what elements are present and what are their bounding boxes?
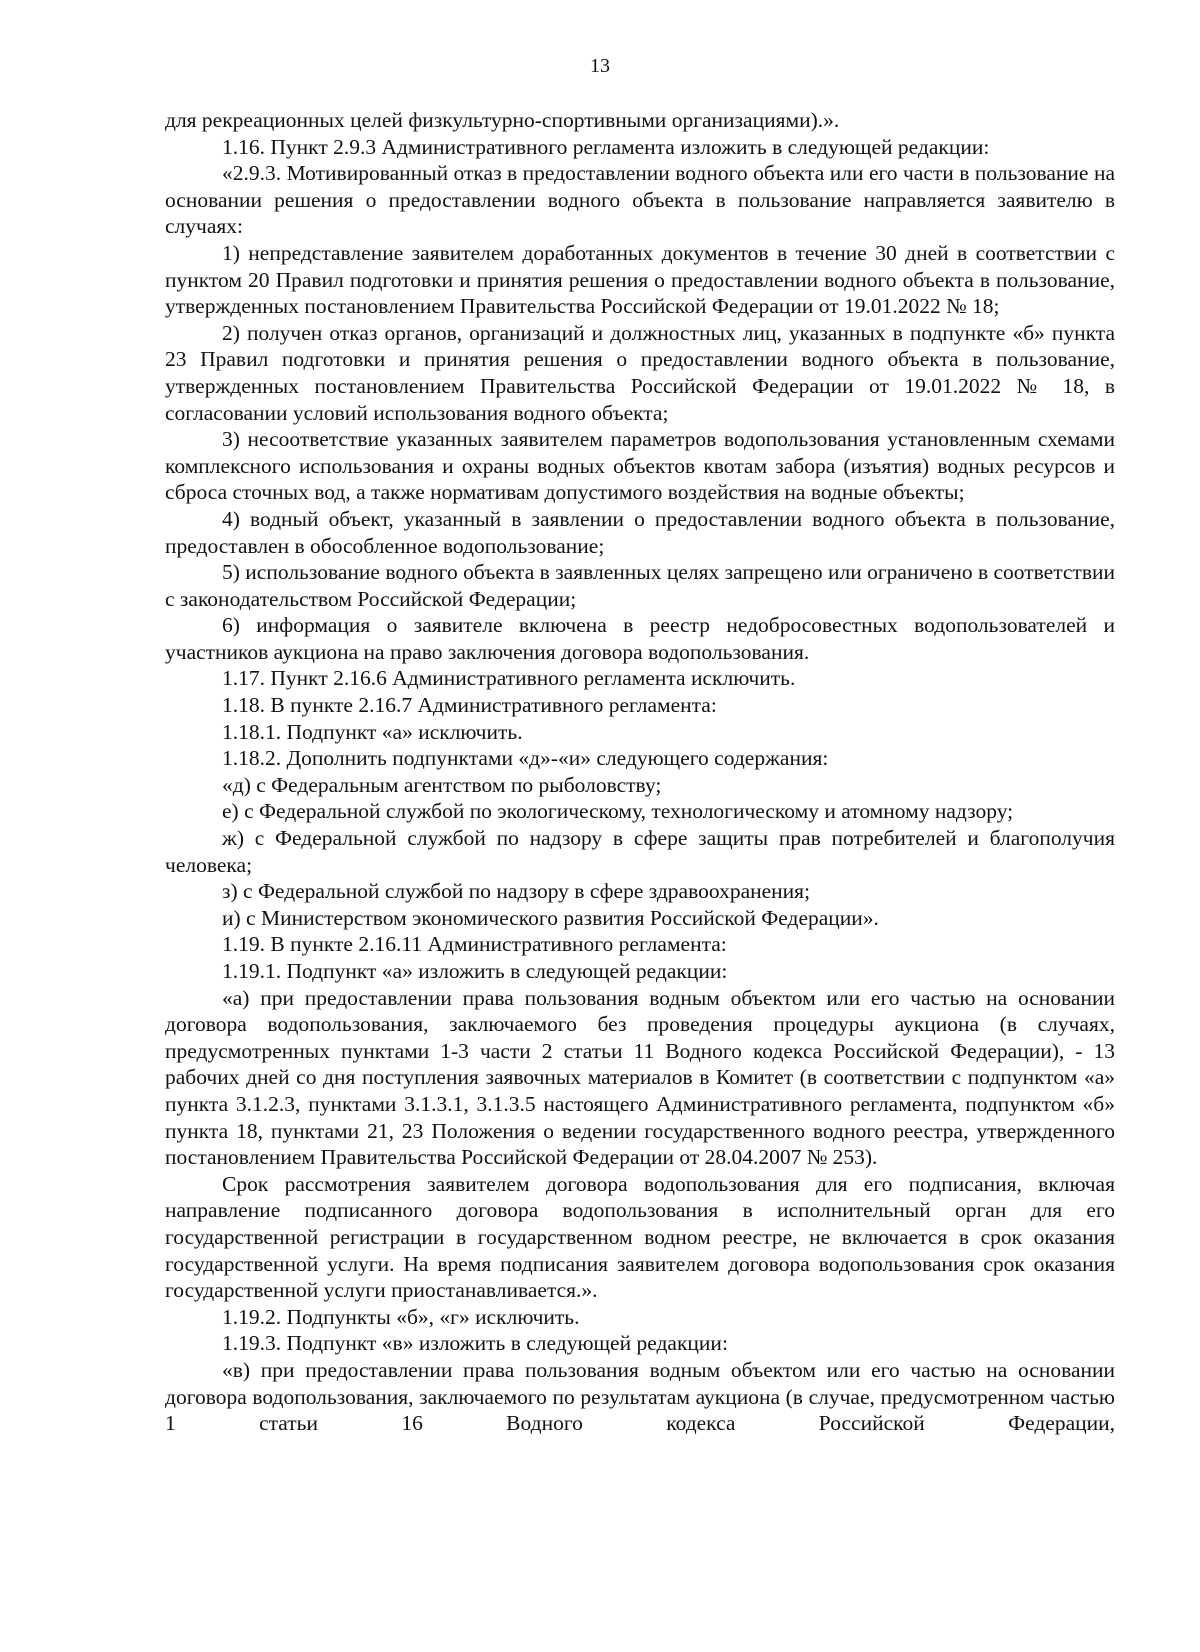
paragraph: 1) непредставление заявителем доработанных документов в течение 30 дней в соответствии с пунктом 20 Правил подготовки и принятия решения о предоставлении водного объекта в пользование, утвержденных постановлением Правительства Российской Федерации от 19.01.2022 № 18;	[165, 240, 1115, 319]
paragraph: для рекреационных целей физкультурно-спортивными организациями).».	[165, 108, 840, 132]
paragraph: 1.16. Пункт 2.9.3 Административного регламента изложить в следующей редакции:	[222, 134, 990, 159]
document-body	[165, 107, 1115, 1437]
paragraph: 1.18.1. Подпункт «а» исключить.	[222, 719, 523, 744]
paragraph: ж) с Федеральной службой по надзору в сфере защиты прав потребителей и благополучия человека;	[165, 826, 1115, 877]
paragraph: «2.9.3. Мотивированный отказ в предоставлении водного объекта или его части в пользование на основании решения о предоставлении водного объекта в пользование направляется заявителю в случаях:	[165, 161, 1115, 239]
paragraph: 1.19.1. Подпункт «а» изложить в следующей редакции:	[222, 959, 728, 983]
paragraph: 2) получен отказ органов, организаций и должностных лиц, указанных в подпункте «б» пункта 23 Правил подготовки и принятия решения о предоставлении водного объекта в пользование, утвержденных постановлением Правительства Российской Федерации от 19.01.2022 № 18, в согласовании условий использования водного объекта;	[165, 320, 1115, 425]
paragraph: «в) при предоставлении права пользования водным объектом или его частью на основании договора водопользования, заключаемого по результатам аукциона (в случае, предусмотренном частью 1 статьи 16 Водного кодекса Российской Федерации,	[165, 1357, 1115, 1436]
paragraph: «д) с Федеральным агентством по рыболовству;	[222, 772, 662, 797]
paragraph: 6) информация о заявителе включена в реестр недобросовестных водопользователей и участников аукциона на право заключения договора водопользования.	[165, 613, 1115, 664]
paragraph: 1.18. В пункте 2.16.7 Административного регламента:	[222, 693, 717, 718]
paragraph: з) с Федеральной службой по надзору в сфере здравоохранения;	[222, 879, 811, 904]
paragraph: 1.19. В пункте 2.16.11 Административного регламента:	[222, 932, 727, 957]
paragraph: 1.17. Пункт 2.16.6 Административного регламента исключить.	[222, 666, 796, 691]
paragraph: 3) несоответствие указанных заявителем параметров водопользования установленным схемами комплексного использования и охраны водных объектов квотам забора (изъятия) водных ресурсов и сброса сточных вод, а также нормативам допустимого воздействия на водные объекты;	[165, 427, 1115, 505]
paragraph: е) с Федеральной службой по экологическому, технологическому и атомному надзору;	[222, 799, 1014, 824]
paragraph: и) с Министерством экономического развития Российской Федерации».	[222, 905, 879, 930]
paragraph: 1.19.3. Подпункт «в» изложить в следующей редакции:	[222, 1331, 728, 1356]
paragraph: 4) водный объект, указанный в заявлении о предоставлении водного объекта в пользование, предоставлен в обособленное водопользование;	[165, 506, 1115, 558]
paragraph: 5) использование водного объекта в заявленных целях запрещено или ограничено в соответствии с законодательством Российской Федерации;	[165, 560, 1115, 611]
paragraph: 1.19.2. Подпункты «б», «г» исключить.	[222, 1304, 580, 1329]
paragraph: «а) при предоставлении права пользования водным объектом или его частью на основании договора водопользования, заключаемого без проведения процедуры аукциона (в случаях, предусмотренных пунктами 1-3 части 2 статьи 11 Водного кодекса Российской Федерации), - 13 рабочих дней со дня поступления заявочных материалов в Комитет (в соответствии с подпунктом «а» пункта 3.1.2.3, пунктами 3.1.3.1, 3.1.3.5 настоящего Административного регламента, подпунктом «б» пункта 18, пунктами 21, 23 Положения о ведении государственного водного реестра, утвержденного постановлением Правительства Российской Федерации от 28.04.2007 № 253).	[165, 985, 1115, 1170]
paragraph: Срок рассмотрения заявителем договора водопользования для его подписания, включая направление подписанного договора водопользования в исполнительный орган для его государственной регистрации в государственном водном реестре, не включается в срок оказания государственной услуги. На время подписания заявителем договора водопользования срок оказания государственной услуги приостанавливается.».	[165, 1171, 1115, 1303]
paragraph: 1.18.2. Дополнить подпунктами «д»-«и» следующего содержания:	[222, 746, 829, 771]
page-number: 13	[590, 55, 610, 77]
